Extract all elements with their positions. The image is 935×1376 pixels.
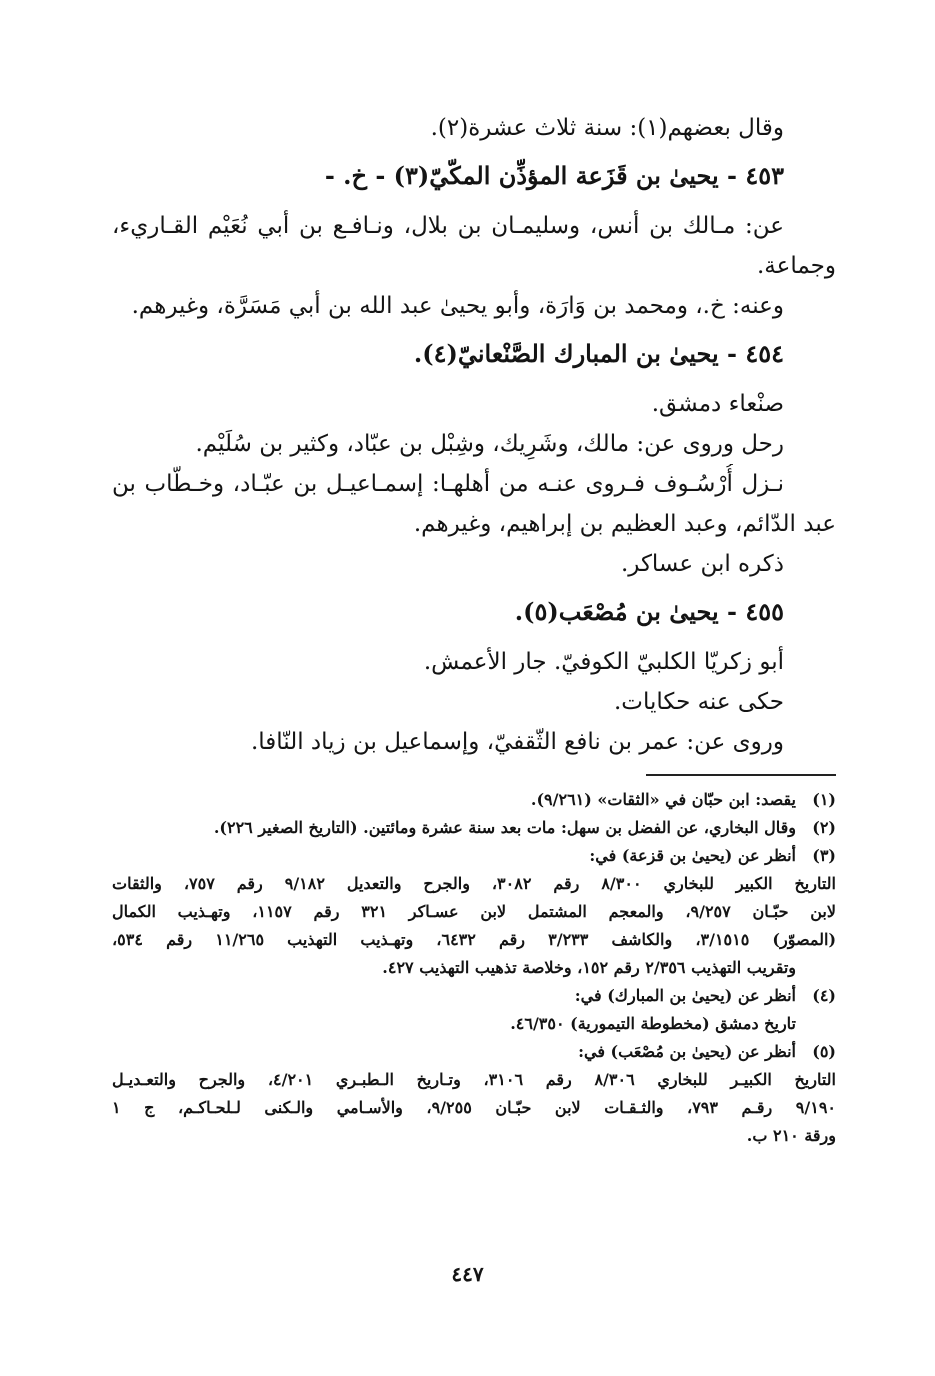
- entry-454-travel-line: رحل وروى عن: مالك، وشَرِيك، وشِبْل بن عبّاد، وكثير بن سُلَيْم.: [195, 431, 784, 457]
- footnote-3-line-3: لابن حبّـان ٩/٢٥٧، والمعجم المشتمل لابن عسـاكر ٣٢١ رقم ١١٥٧، وتهـذيب الكمال: [112, 902, 836, 921]
- footnote-3-line-2: التاريخ الكبير للبخاري ٨/٣٠٠ رقم ٣٠٨٢، والجرح والتعديل ٩/١٨٢ رقم ٧٥٧، والثقات: [112, 874, 836, 893]
- footnote-number: (٣): [812, 846, 836, 865]
- footnote-text: أنظر عن (يحيىٰ بن مُصْعَب) في:: [578, 1042, 796, 1061]
- entry-454-heading: ٤٥٤ - يحيىٰ بن المبارك الصَّنْعانيّ(٤).: [413, 339, 784, 368]
- footnote-number: (٤): [812, 986, 836, 1005]
- entry-453-an-line-1: عن: مـالك بن أنس، وسليمـان بن بلال، ونـافـع بن أبي نُعَيْم القـاريء،: [112, 213, 784, 239]
- footnote-5: [112, 1038, 836, 1066]
- footnote-3-line-5: وتقريب التهذيب ٢/٣٥٦ رقم ١٥٢، وخلاصة تذهيب التهذيب ٤٢٧.: [382, 958, 796, 977]
- footnote-text: أنظر عن (يحيىٰ بن قزعة) في:: [589, 846, 796, 865]
- entry-455-heading: ٤٥٥ - يحيىٰ بن مُصْعَب(٥).: [514, 597, 784, 626]
- footnote-2: [112, 814, 836, 842]
- footnote-number: (٥): [812, 1042, 836, 1061]
- footnotes: [112, 786, 836, 1150]
- entry-454-mention-line: ذكره ابن عساكر.: [620, 551, 784, 577]
- entry-455-narrated-line: حكى عنه حكايات.: [613, 689, 784, 715]
- footnote-number: (١): [812, 790, 836, 809]
- footnote-3-line-4: (المصوّر) ٣/١٥١٥، والكاشف ٣/٢٣٣ رقم ٦٤٣٢، وتهـذيب التهذيب ١١/٢٦٥ رقم ٥٣٤،: [112, 930, 836, 949]
- footnote-text: أنظر عن (يحيىٰ بن المبارك) في:: [574, 986, 796, 1005]
- footnote-1: [112, 786, 836, 814]
- entry-453-an-line-2: وجماعة.: [757, 253, 836, 279]
- entry-454-origin-line: صنْعاء دمشق.: [651, 391, 784, 417]
- entry-454-settled-line-1: نـزل أُرْسُـوف فـروى عنـه من أهلهـا: إسمـاعيـل بن عبّـاد، وخـطّاب بن: [112, 471, 784, 497]
- footnote-text: يقصد: ابن حبّان في «الثقات» (٩/٢٦١).: [530, 790, 796, 809]
- entry-453-heading: ٤٥٣ - يحيىٰ بن قَزَعة المؤذِّن المكّيّ(٣) - خ. -: [324, 161, 784, 190]
- entry-453-anhu-line: وعنه: خ.، ومحمد بن وَارَة، وأبو يحيىٰ عبد الله بن أبي مَسَرَّة، وغيرهم.: [131, 293, 784, 319]
- entry-454-settled-line-2: عبد الدّائم، وعبد العظيم بن إبراهيم، وغيرهم.: [413, 511, 836, 537]
- footnote-separator: [646, 774, 836, 776]
- footnote-5-line-3: ٩/١٩٠ رقـم ٧٩٣، والثـقـات لابن حبّـان ٩/٢٥٥، والأسـامي والـكنى لـلحـاكـم، ج ١: [112, 1098, 836, 1117]
- entry-455-rawa-line: وروى عن: عمر بن نافع الثّقفيّ، وإسماعيل بن زياد النّافا.: [250, 729, 784, 755]
- footnote-number: (٢): [812, 818, 836, 837]
- footnote-text: وقال البخاري، عن الفضل بن سهل: مات بعد سنة عشرة ومائتين. (التاريخ الصغير ٢٢٦).: [213, 818, 796, 837]
- footnote-5-line-4: ورقة ٢١٠ ب.: [746, 1126, 836, 1145]
- entry-455-kunya-line: أبو زكريّا الكلبيّ الكوفيّ. جار الأعمش.: [423, 649, 784, 675]
- footnote-4: [112, 982, 836, 1010]
- intro-line: وقال بعضهم(١): سنة ثلاث عشرة(٢).: [430, 115, 784, 141]
- footnote-5-line-2: التاريخ الكبيـر للبخاري ٨/٣٠٦ رقم ٣١٠٦، وتـاريخ الـطبـري ٤/٢٠١، والجرح والتعـديـل: [112, 1070, 836, 1089]
- footnote-4-line-2: تاريخ دمشق (مخطوطة التيمورية) ٤٦/٣٥٠.: [510, 1014, 796, 1033]
- document-page: [112, 108, 836, 1150]
- footnote-3: [112, 842, 836, 870]
- page-number: ٤٤٧: [451, 1262, 484, 1286]
